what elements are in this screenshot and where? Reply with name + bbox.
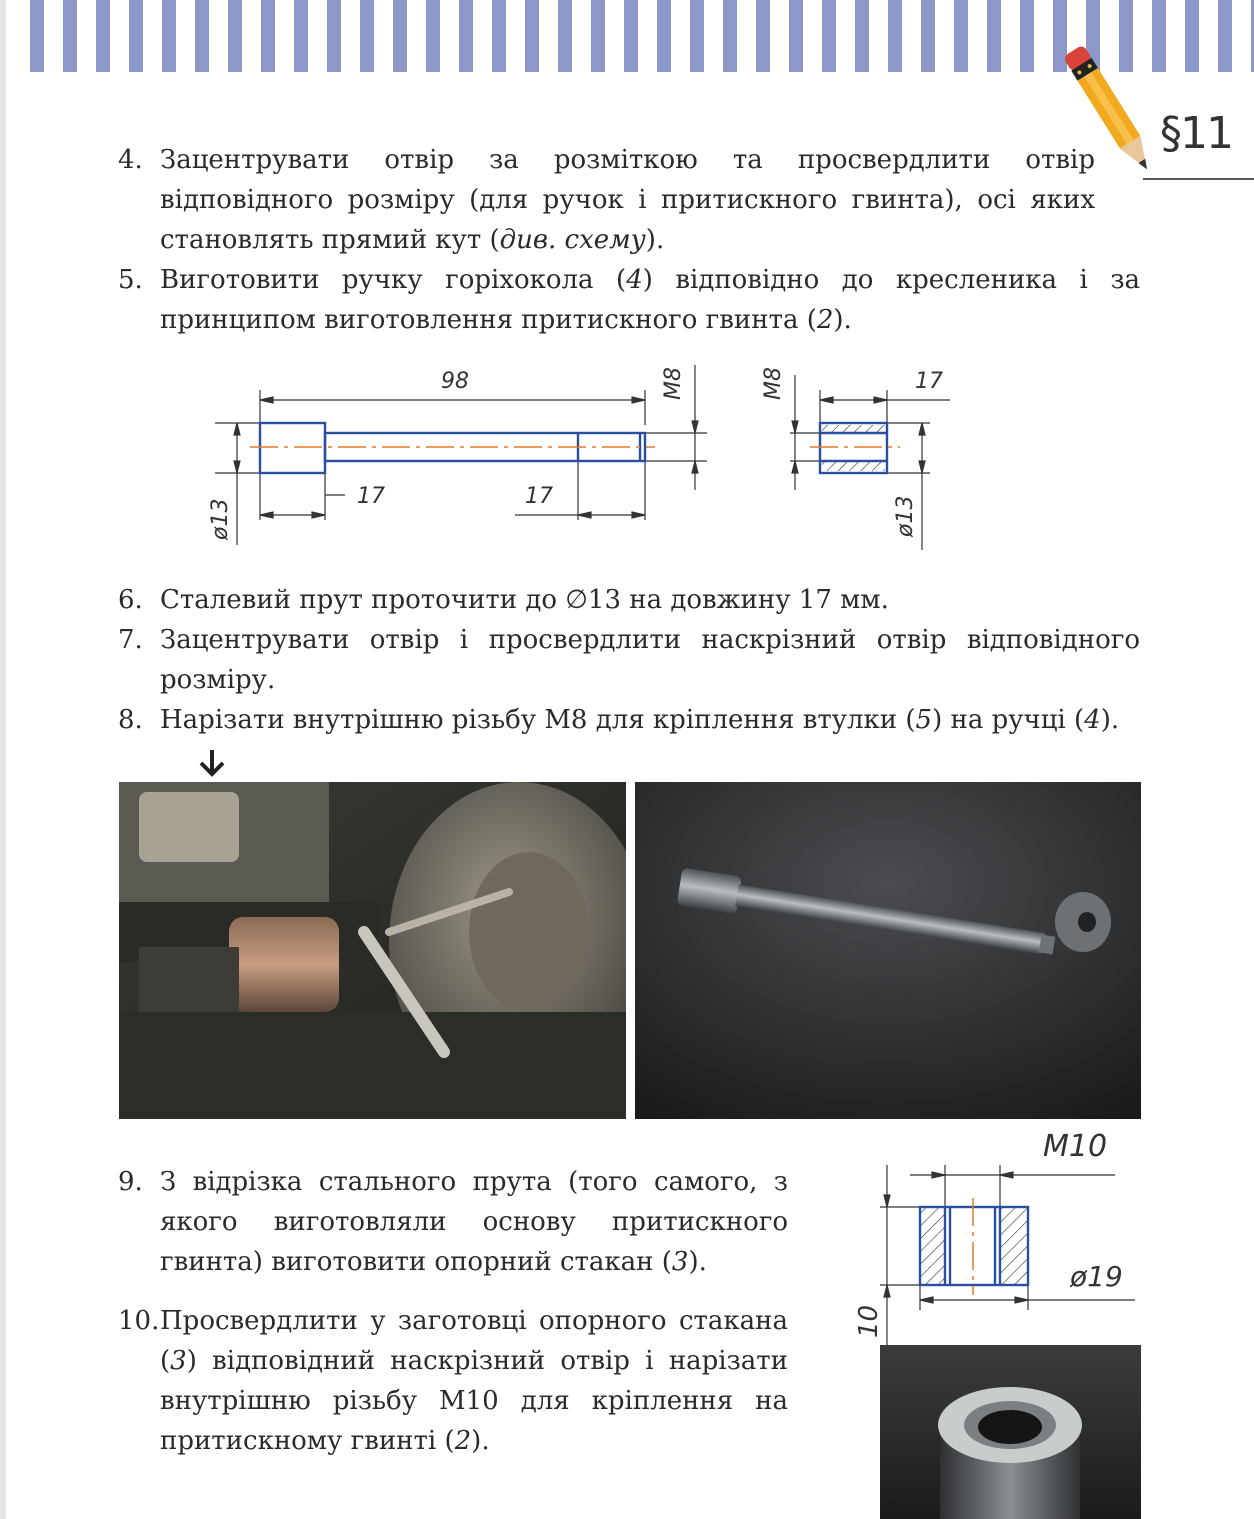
handle-photo	[635, 782, 1141, 1119]
dim-length: 98	[441, 369, 469, 394]
step-tail: ) відповідний наскрізний отвір і нарізати внутрішню різьбу М10 для кріплення на притискному гвинті (	[160, 1346, 788, 1456]
dim-width: 17	[915, 369, 943, 394]
step-text: З відрізка стального прута (того самого, з якого виготовляли основу притискного гвинта) виготовити опорний стакан (	[160, 1167, 788, 1277]
section-number: §11	[1160, 108, 1232, 159]
step-text: Зацентрувати отвір і просвердлити наскрізний отвір відповідного розміру.	[160, 625, 1140, 695]
step-6	[118, 580, 1140, 620]
step-tail: ).	[645, 225, 665, 255]
dim-diameter: ø13	[893, 495, 918, 537]
step-number: 7.	[118, 625, 143, 655]
dim-diameter: ø13	[208, 498, 233, 540]
step-tail: ).	[1100, 705, 1120, 735]
step-8	[118, 700, 1140, 740]
step-tail: ).	[471, 1426, 490, 1456]
section-underline	[1143, 178, 1254, 180]
dim-thread: M8	[761, 367, 786, 400]
handle-drawing	[195, 355, 715, 555]
step-tail: ) відповідно до кресленика і за принципом виготовлення притискного гвинта (	[160, 265, 1141, 335]
step-italic: 3	[671, 1247, 689, 1277]
page-left-border	[0, 0, 6, 1519]
step-text: Сталевий прут проточити до ∅13 на довжину 17 мм.	[160, 585, 889, 615]
dim-segment-1: 17	[357, 484, 385, 509]
step-italic: див. схему	[499, 225, 646, 255]
step-italic: 5	[915, 705, 933, 735]
step-number: 4.	[118, 145, 143, 175]
step-number: 10.	[118, 1306, 160, 1336]
step-7	[118, 620, 1140, 700]
dim-thread: M10	[1043, 1129, 1108, 1164]
step-tail: ) на ручці (	[932, 705, 1085, 735]
step-tail: ).	[833, 305, 852, 335]
dim-thread: M8	[661, 367, 686, 400]
step-text: Просвердлити у заготовці опорного стакана (	[160, 1306, 788, 1376]
step-text: Виготовити ручку горіхокола (	[160, 265, 627, 295]
step-5	[118, 260, 1141, 340]
cup-photo	[880, 1345, 1141, 1519]
step-italic: 3	[170, 1346, 187, 1376]
lathe-photo	[119, 782, 626, 1119]
step-text: Нарізати внутрішню різьбу М8 для кріплення втулки (	[160, 705, 916, 735]
step-italic: 4	[1084, 705, 1101, 735]
step-number: 5.	[118, 265, 143, 295]
step-4	[118, 140, 1095, 260]
step-italic: 2	[454, 1426, 472, 1456]
step-tail: ).	[688, 1247, 707, 1277]
step-10	[118, 1301, 788, 1461]
step-number: 9.	[118, 1167, 143, 1197]
step-italic: 4	[626, 265, 643, 295]
step-italic: 2	[816, 305, 834, 335]
dim-diameter: ø19	[1070, 1260, 1123, 1293]
step-9	[118, 1162, 788, 1282]
step-number: 6.	[118, 585, 143, 615]
step-number: 8.	[118, 705, 143, 735]
arrow-down-icon	[196, 748, 228, 778]
dim-height: 10	[854, 1304, 884, 1338]
step-text: Зацентрувати отвір за розміткою та просвердлити отвір відповідного розміру (для ручок і притискного гвинта), осі яких становлять прямий кут (	[160, 145, 1095, 255]
cup-drawing	[835, 1120, 1145, 1345]
sleeve-drawing	[750, 355, 960, 555]
dim-segment-2: 17	[525, 484, 553, 509]
